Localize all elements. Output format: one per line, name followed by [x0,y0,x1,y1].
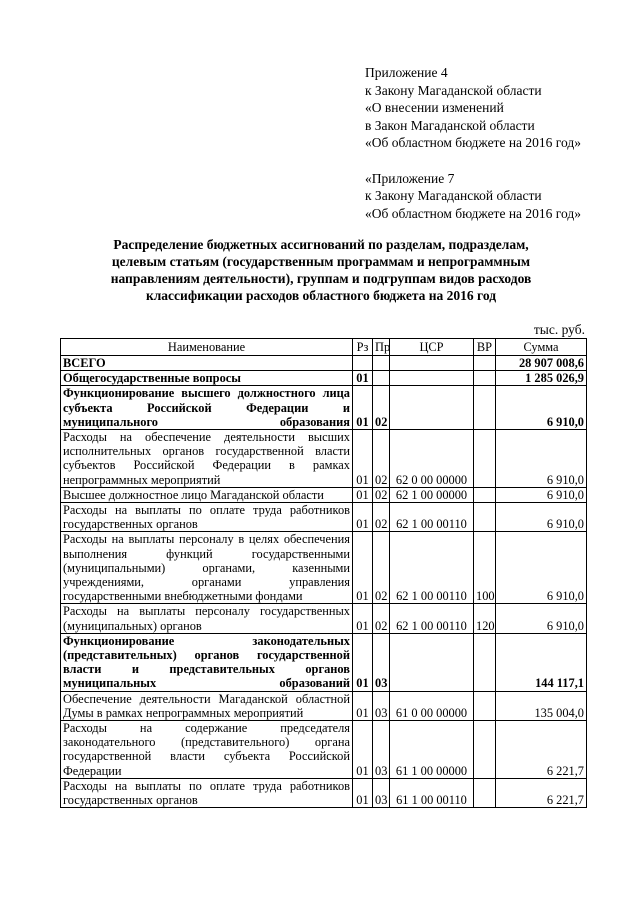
table-row [61,487,587,502]
row-rz-cell: 01 [353,371,373,386]
row-pr-cell: 02 [373,503,390,532]
row-csr-cell [390,371,474,386]
table-body [61,356,587,808]
row-rz-cell: 01 [353,604,373,633]
header-vr: ВР [474,339,496,356]
row-rz-cell: 01 [353,532,373,604]
table-row [61,371,587,386]
row-pr-cell: 03 [373,778,390,807]
row-sum-cell: 28 907 008,6 [496,356,587,371]
row-pr-cell [373,371,390,386]
row-vr-cell [474,487,496,502]
row-name-cell: Общегосударственные вопросы [61,371,353,386]
table-row [61,532,587,604]
table-row [61,430,587,488]
row-sum-cell: 6 910,0 [496,487,587,502]
row-csr-cell: 62 0 00 00000 [390,430,474,488]
row-sum-cell: 6 910,0 [496,532,587,604]
row-rz-cell: 01 [353,386,373,430]
row-vr-cell: 100 [474,532,496,604]
row-rz-cell: 01 [353,430,373,488]
row-name-cell: Расходы на выплаты по оплате труда работников государственных органов [61,503,353,532]
header-sum: Сумма [496,339,587,356]
row-pr-cell: 03 [373,633,390,691]
row-name-cell: Расходы на выплаты по оплате труда работников государственных органов [61,778,353,807]
row-vr-cell [474,371,496,386]
appendix-line: к Закону Магаданской области [365,188,542,203]
row-name-cell: Функционирование высшего должностного лица субъекта Российской Федерации и муниципального образования [61,386,353,430]
row-sum-cell: 135 004,0 [496,691,587,720]
appendix-header [365,64,581,222]
row-name-cell: ВСЕГО [61,356,353,371]
row-vr-cell [474,503,496,532]
row-rz-cell: 01 [353,721,373,779]
budget-table [60,338,587,808]
table-row [61,778,587,807]
appendix-line: «Приложение 7 [365,170,455,186]
row-rz-cell: 01 [353,778,373,807]
row-name-cell: Функционирование законодательных (представительных) органов государственной власти и представительных органов муниципальных образований [61,633,353,691]
row-csr-cell [390,386,474,430]
row-name-cell: Расходы на обеспечение деятельности высших исполнительных органов государственной власти субъектов Российской Федерации в рамках непрограммных мероприятий [61,430,353,488]
row-pr-cell [373,356,390,371]
header-csr: ЦСР [390,339,474,356]
document-title: Распределение бюджетных ассигнований по разделам, подразделам, целевым статьям (государственным программам и непрограммным направлениям деятельности), группам и подгруппам видов расходов классификации расходов областного бюджета на 2016 год [110,237,532,303]
row-name-cell: Расходы на содержание председателя законодательного (представительного) органа государственной власти субъекта Российской Федерации [61,721,353,779]
row-sum-cell: 1 285 026,9 [496,371,587,386]
row-pr-cell: 03 [373,691,390,720]
row-vr-cell [474,633,496,691]
row-rz-cell [353,356,373,371]
row-pr-cell: 02 [373,604,390,633]
row-rz-cell: 01 [353,691,373,720]
appendix-line: в Закон Магаданской области [365,117,535,133]
row-name-cell: Расходы на выплаты персоналу государственных (муниципальных) органов [61,604,353,633]
row-csr-cell: 61 1 00 00000 [390,721,474,779]
table-row [61,503,587,532]
appendix-line: «Об областном бюджете на 2016 год» [365,205,581,221]
row-vr-cell [474,386,496,430]
units-label: тыс. руб. [533,322,585,337]
row-vr-cell [474,691,496,720]
row-vr-cell [474,778,496,807]
row-pr-cell: 02 [373,386,390,430]
row-vr-cell [474,430,496,488]
row-pr-cell: 03 [373,721,390,779]
row-name-cell: Расходы на выплаты персоналу в целях обеспечения выполнения функций государственными (муниципальными) органами, казенными учреждениями, органами управления государственными внебюджетными фондами [61,532,353,604]
row-sum-cell: 6 221,7 [496,778,587,807]
row-pr-cell: 02 [373,430,390,488]
row-csr-cell: 61 0 00 00000 [390,691,474,720]
header-rz: Рз [353,339,373,356]
table-row [61,604,587,633]
row-csr-cell: 61 1 00 00110 [390,778,474,807]
spacer [365,152,581,170]
row-name-cell: Высшее должностное лицо Магаданской области [61,487,353,502]
row-csr-cell: 62 1 00 00110 [390,503,474,532]
header-pr: Пр [373,339,390,356]
row-vr-cell [474,356,496,371]
row-csr-cell: 62 1 00 00110 [390,604,474,633]
table-row [61,386,587,430]
table-header-row [61,339,587,356]
row-pr-cell: 02 [373,487,390,502]
appendix-line: к Закону Магаданской области [365,82,542,98]
table-row [61,691,587,720]
table-row [61,721,587,779]
row-name-cell: Обеспечение деятельности Магаданской областной Думы в рамках непрограммных мероприятий [61,691,353,720]
row-sum-cell: 6 910,0 [496,430,587,488]
row-vr-cell [474,721,496,779]
row-sum-cell: 6 910,0 [496,386,587,430]
row-pr-cell: 02 [373,532,390,604]
row-sum-cell: 6 910,0 [496,503,587,532]
appendix-line: «О внесении изменений [365,100,504,115]
table-row [61,633,587,691]
row-vr-cell: 120 [474,604,496,633]
row-rz-cell: 01 [353,487,373,502]
row-rz-cell: 01 [353,633,373,691]
table-row [61,356,587,371]
row-csr-cell: 62 1 00 00000 [390,487,474,502]
row-csr-cell [390,356,474,371]
row-sum-cell: 6 221,7 [496,721,587,779]
row-csr-cell: 62 1 00 00110 [390,532,474,604]
header-name: Наименование [61,339,353,356]
row-sum-cell: 6 910,0 [496,604,587,633]
appendix-line: «Об областном бюджете на 2016 год» [365,135,581,150]
row-csr-cell [390,633,474,691]
row-sum-cell: 144 117,1 [496,633,587,691]
row-rz-cell: 01 [353,503,373,532]
appendix-line: Приложение 4 [365,65,448,80]
